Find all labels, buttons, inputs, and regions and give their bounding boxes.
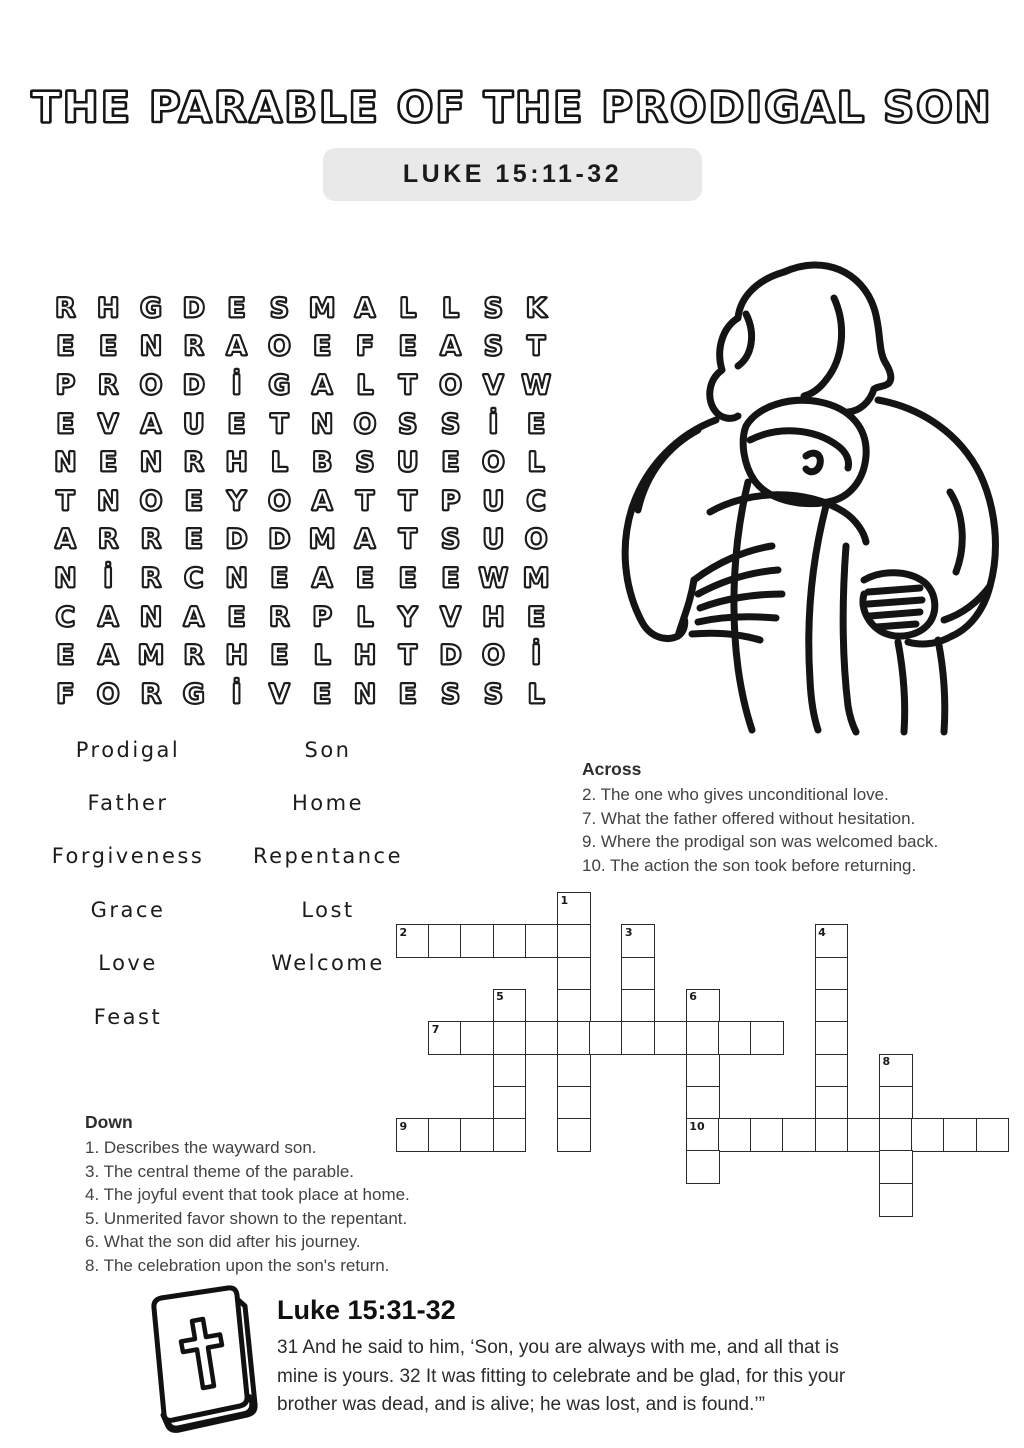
wordsearch-letter: İ bbox=[231, 678, 242, 710]
crossword-cell[interactable] bbox=[879, 1150, 913, 1184]
clue-item: 9. Where the prodigal son was welcomed back. bbox=[582, 832, 939, 852]
wordsearch-letter: O bbox=[139, 369, 163, 401]
down-heading: Down bbox=[85, 1112, 133, 1132]
wordsearch-letter: S bbox=[483, 331, 504, 363]
clue-item: 8. The celebration upon the son's return. bbox=[85, 1255, 390, 1275]
crossword-cell[interactable] bbox=[879, 1183, 913, 1217]
wordsearch-letter: R bbox=[140, 524, 162, 556]
crossword-cell[interactable] bbox=[686, 1086, 720, 1120]
wordsearch-letter: E bbox=[98, 331, 118, 363]
crossword-cell[interactable] bbox=[654, 1021, 688, 1055]
wordsearch-letter: E bbox=[398, 331, 417, 363]
wordsearch-letter: E bbox=[398, 562, 417, 594]
wordsearch-letter: E bbox=[184, 485, 204, 517]
wordsearch-letter: R bbox=[55, 292, 76, 324]
wordsearch-letter: D bbox=[182, 292, 205, 324]
wordsearch-letter: F bbox=[355, 331, 375, 363]
word-list-column-1 bbox=[33, 723, 223, 1043]
wordsearch-letter: E bbox=[56, 331, 75, 363]
wordsearch-letter: O bbox=[439, 369, 463, 401]
wordsearch-letter: E bbox=[184, 524, 204, 556]
crossword-cell-number: 9 bbox=[399, 1119, 408, 1133]
crossword-cell[interactable] bbox=[621, 957, 655, 991]
word-list-item: Love bbox=[98, 951, 158, 976]
wordsearch-letter: R bbox=[140, 678, 162, 710]
wordsearch-letter: P bbox=[312, 601, 333, 633]
word-list-item: Forgiveness bbox=[51, 844, 205, 869]
crossword-cell[interactable] bbox=[428, 1021, 462, 1055]
wordsearch-letter: V bbox=[440, 601, 462, 633]
crossword-cell[interactable] bbox=[525, 924, 559, 958]
wordsearch-letter: L bbox=[399, 292, 417, 324]
clue-item: 4. The joyful event that took place at home. bbox=[85, 1185, 410, 1205]
crossword-cell[interactable] bbox=[718, 1118, 752, 1152]
crossword-cell[interactable] bbox=[911, 1118, 945, 1152]
crossword-cell[interactable] bbox=[686, 1021, 720, 1055]
wordsearch-letter: A bbox=[140, 408, 162, 440]
wordsearch-letter: Y bbox=[226, 485, 247, 517]
word-list-item: Feast bbox=[93, 1004, 163, 1029]
crossword-cell[interactable] bbox=[621, 1021, 655, 1055]
crossword-cell-number: 3 bbox=[624, 925, 633, 939]
clue-item: 6. What the son did after his journey. bbox=[85, 1232, 361, 1252]
wordsearch-letter: R bbox=[183, 331, 205, 363]
wordsearch-letter: R bbox=[97, 524, 119, 556]
wordsearch-letter: S bbox=[398, 408, 418, 440]
verse-line: brother was dead, and is alive; he was lost, and is found.’” bbox=[277, 1394, 765, 1416]
wordsearch-letter: A bbox=[354, 524, 376, 556]
across-clues bbox=[582, 758, 1012, 877]
wordsearch-letter: O bbox=[267, 331, 291, 363]
wordsearch-letter: O bbox=[139, 485, 163, 517]
wordsearch-letter: B bbox=[311, 447, 333, 479]
wordsearch-letter: E bbox=[227, 292, 246, 324]
wordsearch-letter: A bbox=[54, 524, 76, 556]
wordsearch-letter: N bbox=[54, 447, 77, 479]
crossword-cell[interactable] bbox=[750, 1021, 784, 1055]
wordsearch-letter: İ bbox=[531, 640, 542, 672]
wordsearch-letter: L bbox=[441, 292, 460, 324]
wordsearch-letter: O bbox=[96, 678, 120, 710]
crossword-cell[interactable] bbox=[750, 1118, 784, 1152]
wordsearch-letter: S bbox=[440, 408, 461, 440]
crossword-cell[interactable] bbox=[686, 1118, 720, 1152]
scripture-reference-text: LUKE 15:11-32 bbox=[402, 160, 623, 188]
wordsearch-letter: O bbox=[267, 485, 291, 517]
crossword-cell[interactable] bbox=[557, 1054, 591, 1088]
wordsearch-letter: U bbox=[396, 447, 419, 479]
wordsearch-letter: O bbox=[481, 447, 505, 479]
wordsearch-letter: L bbox=[356, 601, 374, 633]
wordsearch-letter: T bbox=[398, 640, 417, 672]
wordsearch-letter: C bbox=[55, 601, 76, 633]
wordsearch-letter: L bbox=[527, 678, 545, 710]
wordsearch-letter: E bbox=[398, 678, 417, 710]
wordsearch-letter: E bbox=[526, 408, 546, 440]
down-clues bbox=[85, 1111, 505, 1278]
wordsearch-letter: O bbox=[481, 640, 505, 672]
wordsearch-letter: D bbox=[182, 369, 205, 401]
wordsearch-letter: M bbox=[137, 640, 165, 672]
wordsearch-letter: E bbox=[312, 331, 332, 363]
wordsearch-letter: G bbox=[182, 678, 205, 710]
crossword-cell-number: 7 bbox=[431, 1022, 440, 1036]
crossword-cell[interactable] bbox=[815, 1118, 849, 1152]
wordsearch-letter: O bbox=[524, 524, 548, 556]
word-list-item: Repentance bbox=[252, 844, 403, 869]
wordsearch-letter: H bbox=[225, 447, 248, 479]
wordsearch-letter: N bbox=[54, 562, 77, 594]
crossword-cell[interactable] bbox=[686, 1054, 720, 1088]
crossword-cell[interactable] bbox=[557, 1118, 591, 1152]
wordsearch-letter: İ bbox=[103, 562, 114, 594]
wordsearch-letter: L bbox=[270, 447, 288, 479]
wordsearch-letter: U bbox=[182, 408, 205, 440]
wordsearch-letter: D bbox=[225, 524, 248, 556]
wordsearch-letter: N bbox=[353, 678, 377, 710]
wordsearch-letter: M bbox=[522, 562, 550, 594]
wordsearch-letter: C bbox=[526, 485, 547, 517]
crossword-cell[interactable] bbox=[782, 1118, 816, 1152]
across-heading: Across bbox=[582, 759, 642, 779]
crossword-cell[interactable] bbox=[428, 924, 462, 958]
wordsearch-letter: V bbox=[97, 408, 119, 440]
verse-text bbox=[277, 1334, 845, 1420]
wordsearch-letter: İ bbox=[488, 408, 499, 440]
wordsearch-letter: A bbox=[97, 640, 119, 672]
wordsearch-letter: M bbox=[308, 524, 336, 556]
wordsearch-letter: T bbox=[56, 485, 75, 517]
page-title: THE PARABLE OF THE PRODIGAL SON bbox=[31, 82, 993, 133]
wordsearch-letter: T bbox=[270, 408, 289, 440]
wordsearch-letter: R bbox=[183, 447, 205, 479]
wordsearch-letter: E bbox=[56, 408, 75, 440]
word-list-item: Lost bbox=[301, 897, 355, 922]
wordsearch-letter: A bbox=[311, 485, 333, 517]
crossword-cell[interactable] bbox=[976, 1118, 1010, 1152]
crossword-cell[interactable] bbox=[621, 989, 655, 1023]
crossword-cell[interactable] bbox=[557, 892, 591, 926]
wordsearch-letter: T bbox=[398, 369, 417, 401]
wordsearch-letter: E bbox=[270, 562, 289, 594]
wordsearch-letter: L bbox=[313, 640, 331, 672]
wordsearch-letter: E bbox=[56, 640, 75, 672]
crossword-cell[interactable] bbox=[847, 1118, 881, 1152]
wordsearch-letter: E bbox=[98, 447, 118, 479]
crossword-cell[interactable] bbox=[879, 1054, 913, 1088]
crossword-cell[interactable] bbox=[525, 1021, 559, 1055]
wordsearch-letter: U bbox=[482, 485, 505, 517]
wordsearch-letter: R bbox=[183, 640, 205, 672]
wordsearch-letter: E bbox=[355, 562, 375, 594]
clue-item: 2. The one who gives unconditional love. bbox=[582, 785, 889, 804]
word-list-item: Father bbox=[87, 791, 169, 816]
wordsearch-letter: H bbox=[96, 292, 120, 324]
crossword-cell[interactable] bbox=[815, 1086, 849, 1120]
wordsearch-letter: E bbox=[227, 408, 246, 440]
crossword-cell-number: 8 bbox=[882, 1055, 891, 1068]
crossword-cell[interactable] bbox=[589, 1021, 623, 1055]
wordsearch-letter: A bbox=[311, 369, 333, 401]
crossword-cell[interactable] bbox=[815, 957, 849, 991]
word-list-item: Welcome bbox=[271, 951, 385, 976]
crossword-cell[interactable] bbox=[943, 1118, 977, 1152]
wordsearch-letter: K bbox=[525, 292, 547, 324]
crossword-cell-number: 5 bbox=[496, 990, 504, 1004]
wordsearch-letter: A bbox=[311, 562, 333, 594]
crossword-cell[interactable] bbox=[460, 1021, 494, 1055]
wordsearch-letter: E bbox=[227, 601, 246, 633]
word-search-grid bbox=[44, 289, 558, 714]
wordsearch-letter: V bbox=[268, 678, 290, 710]
crossword-cell[interactable] bbox=[557, 924, 591, 958]
crossword-cell[interactable] bbox=[718, 1021, 752, 1055]
scripture-reference-badge bbox=[323, 148, 702, 201]
crossword-cell[interactable] bbox=[815, 1021, 849, 1055]
wordsearch-letter: G bbox=[139, 292, 163, 324]
wordsearch-letter: D bbox=[439, 640, 462, 672]
wordsearch-letter: L bbox=[356, 369, 374, 401]
crossword-cell[interactable] bbox=[621, 924, 655, 958]
across-clue-list bbox=[582, 783, 1012, 877]
verse-line: mine is yours. 32 It was fitting to celebrate and be glad, for this your bbox=[277, 1365, 846, 1387]
crossword-cell[interactable] bbox=[557, 1021, 591, 1055]
wordsearch-letter: W bbox=[478, 562, 509, 594]
wordsearch-letter: F bbox=[56, 678, 75, 710]
word-list-column-2 bbox=[233, 723, 423, 990]
clue-item: 1. Describes the wayward son. bbox=[85, 1138, 317, 1157]
wordsearch-letter: T bbox=[526, 331, 546, 363]
wordsearch-letter: A bbox=[183, 601, 205, 633]
wordsearch-letter: P bbox=[440, 485, 461, 517]
wordsearch-letter: A bbox=[226, 331, 248, 363]
wordsearch-letter: M bbox=[308, 292, 336, 324]
verse-line: 31 And he said to him, ‘Son, you are always with me, and all that is bbox=[277, 1337, 839, 1358]
crossword-cell[interactable] bbox=[686, 989, 720, 1023]
wordsearch-letter: R bbox=[97, 369, 119, 401]
wordsearch-letter: G bbox=[268, 369, 291, 401]
wordsearch-letter: N bbox=[96, 485, 120, 517]
wordsearch-letter: C bbox=[183, 562, 204, 594]
down-clue-list bbox=[85, 1136, 505, 1278]
crossword-cell[interactable] bbox=[460, 924, 494, 958]
crossword-cell-number: 10 bbox=[689, 1119, 705, 1133]
father-embracing-son-illustration bbox=[598, 250, 1022, 736]
wordsearch-letter: O bbox=[353, 408, 377, 440]
wordsearch-letter: W bbox=[521, 369, 552, 401]
wordsearch-letter: Y bbox=[397, 601, 418, 633]
wordsearch-letter: N bbox=[225, 562, 248, 594]
wordsearch-letter: U bbox=[482, 524, 505, 556]
wordsearch-letter: A bbox=[440, 331, 462, 363]
crossword-cell[interactable] bbox=[557, 989, 591, 1023]
wordsearch-letter: N bbox=[139, 447, 163, 479]
wordsearch-letter: T bbox=[398, 485, 417, 517]
clue-item: 7. What the father offered without hesitation. bbox=[582, 808, 916, 828]
wordsearch-letter: P bbox=[55, 369, 76, 401]
wordsearch-letter: A bbox=[97, 601, 119, 633]
wordsearch-letter: T bbox=[398, 524, 417, 556]
crossword-cell[interactable] bbox=[815, 1054, 849, 1088]
bible-icon bbox=[136, 1282, 266, 1437]
crossword-cell-number: 2 bbox=[399, 925, 408, 939]
crossword-cell[interactable] bbox=[493, 924, 527, 958]
wordsearch-letter: T bbox=[355, 485, 375, 517]
wordsearch-letter: S bbox=[440, 678, 461, 710]
wordsearch-letter: N bbox=[310, 408, 334, 440]
wordsearch-letter: D bbox=[268, 524, 291, 556]
wordsearch-letter: S bbox=[355, 447, 375, 479]
crossword-cell[interactable] bbox=[396, 924, 430, 958]
wordsearch-letter: R bbox=[140, 562, 162, 594]
wordsearch-letter: H bbox=[482, 601, 505, 633]
wordsearch-letter: İ bbox=[231, 369, 242, 401]
wordsearch-letter: N bbox=[139, 331, 163, 363]
crossword-cell[interactable] bbox=[879, 1118, 913, 1152]
crossword-cell-number: 6 bbox=[689, 990, 697, 1004]
crossword-cell[interactable] bbox=[557, 957, 591, 991]
wordsearch-letter: A bbox=[354, 292, 376, 324]
wordsearch-letter: L bbox=[527, 447, 545, 479]
clue-item: 10. The action the son took before returning. bbox=[582, 855, 917, 875]
crossword-cell[interactable] bbox=[879, 1086, 913, 1120]
crossword-cell[interactable] bbox=[557, 1086, 591, 1120]
wordsearch-letter: E bbox=[526, 601, 546, 633]
crossword-cell[interactable] bbox=[493, 1054, 527, 1088]
wordsearch-letter: E bbox=[441, 447, 460, 479]
wordsearch-letter: E bbox=[441, 562, 460, 594]
crossword-cell[interactable] bbox=[493, 1021, 527, 1055]
crossword-cell[interactable] bbox=[815, 989, 849, 1023]
wordsearch-letter: N bbox=[139, 601, 163, 633]
wordsearch-letter: R bbox=[268, 601, 290, 633]
wordsearch-letter: S bbox=[483, 678, 504, 710]
wordsearch-letter: S bbox=[440, 524, 461, 556]
crossword-cell[interactable] bbox=[815, 924, 849, 958]
word-list-item: Home bbox=[291, 791, 364, 816]
clue-item: 3. The central theme of the parable. bbox=[85, 1161, 355, 1181]
crossword-cell-number: 1 bbox=[560, 893, 569, 907]
wordsearch-letter: S bbox=[483, 292, 504, 324]
crossword-cell[interactable] bbox=[493, 989, 527, 1023]
verse-heading: Luke 15:31-32 bbox=[277, 1295, 456, 1325]
wordsearch-letter: V bbox=[482, 369, 504, 401]
crossword-cell-number: 4 bbox=[818, 925, 826, 939]
word-list-item: Prodigal bbox=[75, 737, 181, 762]
wordsearch-letter: E bbox=[270, 640, 289, 672]
wordsearch-letter: H bbox=[353, 640, 377, 672]
clue-item: 5. Unmerited favor shown to the repentant. bbox=[85, 1208, 408, 1228]
wordsearch-letter: E bbox=[312, 678, 332, 710]
crossword-cell[interactable] bbox=[686, 1150, 720, 1184]
word-list-item: Son bbox=[304, 737, 352, 762]
wordsearch-letter: S bbox=[269, 292, 290, 324]
wordsearch-letter: H bbox=[225, 640, 248, 672]
word-list-item: Grace bbox=[90, 897, 166, 922]
